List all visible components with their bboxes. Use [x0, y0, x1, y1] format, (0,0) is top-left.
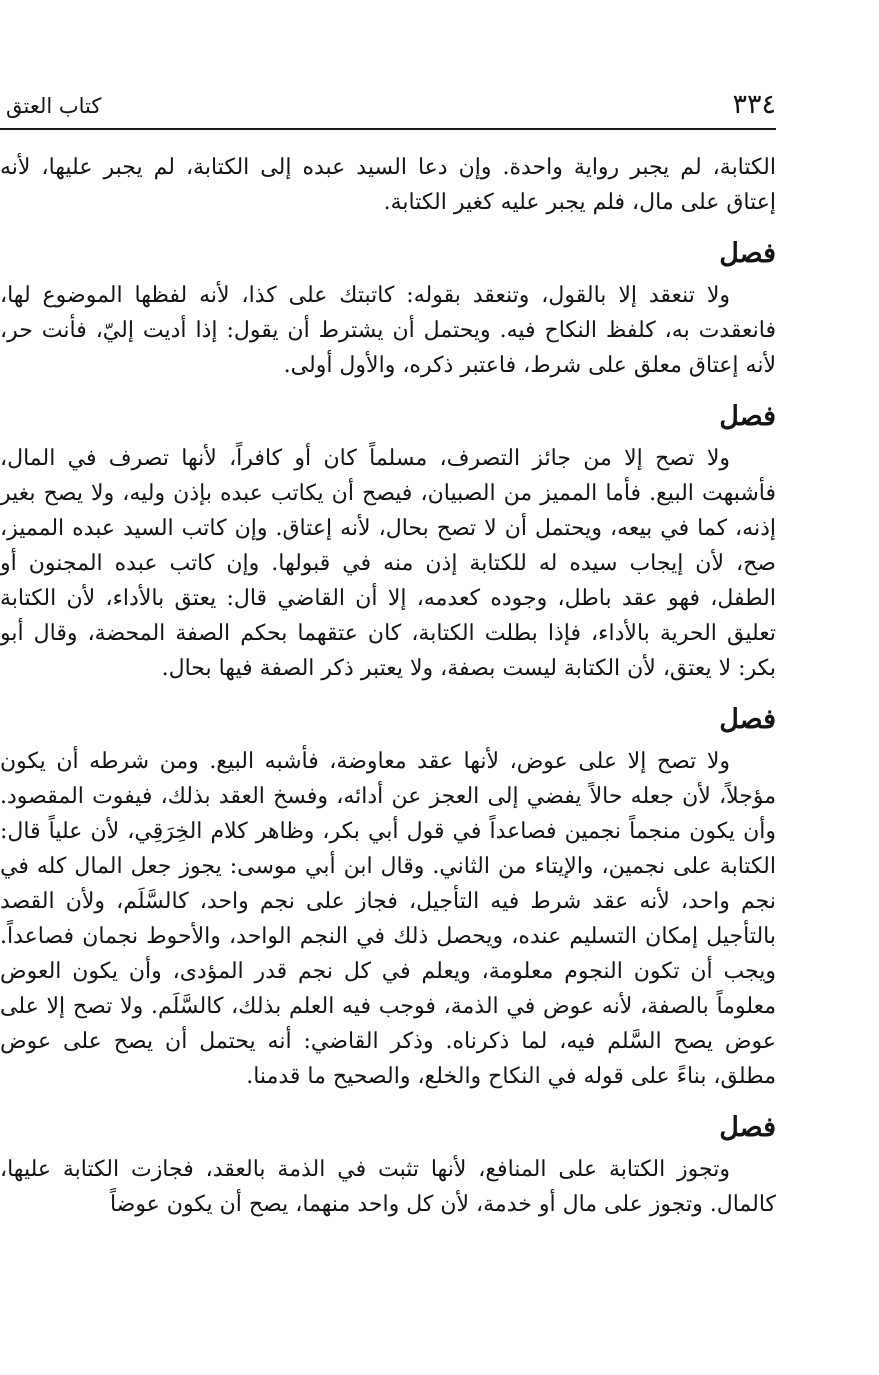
page-body — [0, 150, 776, 1222]
paragraph: ولا تصح إلا على عوض، لأنها عقد معاوضة، فأشبه البيع. ومن شرطه أن يكون مؤجلاً، لأن جعله حالاً يفضي إلى العجز عن أدائه، وفسخ العقد بذلك، فيفوت المقصود. وأن يكون منجماً نجمين فصاعداً في قول أبي بكر، وظاهر كلام الخِرَقِي، لأن علياً قال: الكتابة على نجمين، والإيتاء من الثاني. وقال ابن أبي موسى: يجوز جعل المال كله في نجم واحد، لأنه عقد شرط فيه التأجيل، فجاز على نجم واحد، كالسَّلَم، ولأن القصد بالتأجيل إمكان التسليم عنده، ويحصل ذلك في النجم الواحد، والأحوط نجمان فصاعداً. ويجب أن تكون النجوم معلومة، ويعلم في كل نجم قدر المؤدى، وأن يكون العوض معلوماً بالصفة، لأنه عوض في الذمة، فوجب فيه العلم بذلك، كالسَّلَم. ولا تصح إلا على عوض يصح السَّلم فيه، لما ذكرناه. وذكر القاضي: أنه يحتمل أن يصح على عوض مطلق، بناءً على قوله في النكاح والخلع، والصحيح ما قدمنا. — [0, 749, 776, 1089]
section-heading: فصل — [719, 401, 776, 432]
page-number: ٣٣٤ — [732, 89, 776, 120]
paragraph: الكتابة، لم يجبر رواية واحدة. وإن دعا السيد عبده إلى الكتابة، لم يجبر عليها، لأنه إعتاق على مال، فلم يجبر عليه كغير الكتابة. — [0, 155, 776, 215]
running-title: كتاب العتق — [6, 94, 102, 118]
section-heading: فصل — [719, 238, 776, 269]
paragraph: ولا تنعقد إلا بالقول، وتنعقد بقوله: كاتبتك على كذا، لأنه لفظها الموضوع لها، فانعقدت به، كلفظ النكاح فيه. ويحتمل أن يشترط أن يقول: إذا أديت إليّ، فأنت حر، لأنه إعتاق معلق على شرط، فاعتبر ذكره، والأول أولى. — [0, 283, 776, 378]
section-heading: فصل — [719, 704, 776, 735]
section-heading: فصل — [719, 1112, 776, 1143]
paragraph: ولا تصح إلا من جائز التصرف، مسلماً كان أو كافراً، لأنها تصرف في المال، فأشبهت البيع. فأما المميز من الصبيان، فيصح أن يكاتب عبده بإذن وليه، ولا يصح بغير إذنه، كما في بيعه، ويحتمل أن لا تصح بحال، لأنه إعتاق. وإن كاتب السيد عبده المميز، صح، لأن إيجاب سيده له للكتابة إذن منه في قبولها. وإن كاتب عبده المجنون أو الطفل، فهو عقد باطل، وجوده كعدمه، إلا أن القاضي قال: يعتق بالأداء، لأن الكتابة تعليق الحرية بالأداء، فإذا بطلت الكتابة، كان عتقهما بحكم الصفة المحضة، وقال أبو بكر: لا يعتق، لأن الكتابة ليست بصفة، ولا يعتبر ذكر الصفة فيها بحال. — [0, 446, 776, 681]
paragraph: وتجوز الكتابة على المنافع، لأنها تثبت في الذمة بالعقد، فجازت الكتابة عليها، كالمال. وتجوز على مال أو خدمة، لأن كل واحد منهما، يصح أن يكون عوضاً — [0, 1157, 776, 1217]
page-header — [0, 82, 776, 130]
